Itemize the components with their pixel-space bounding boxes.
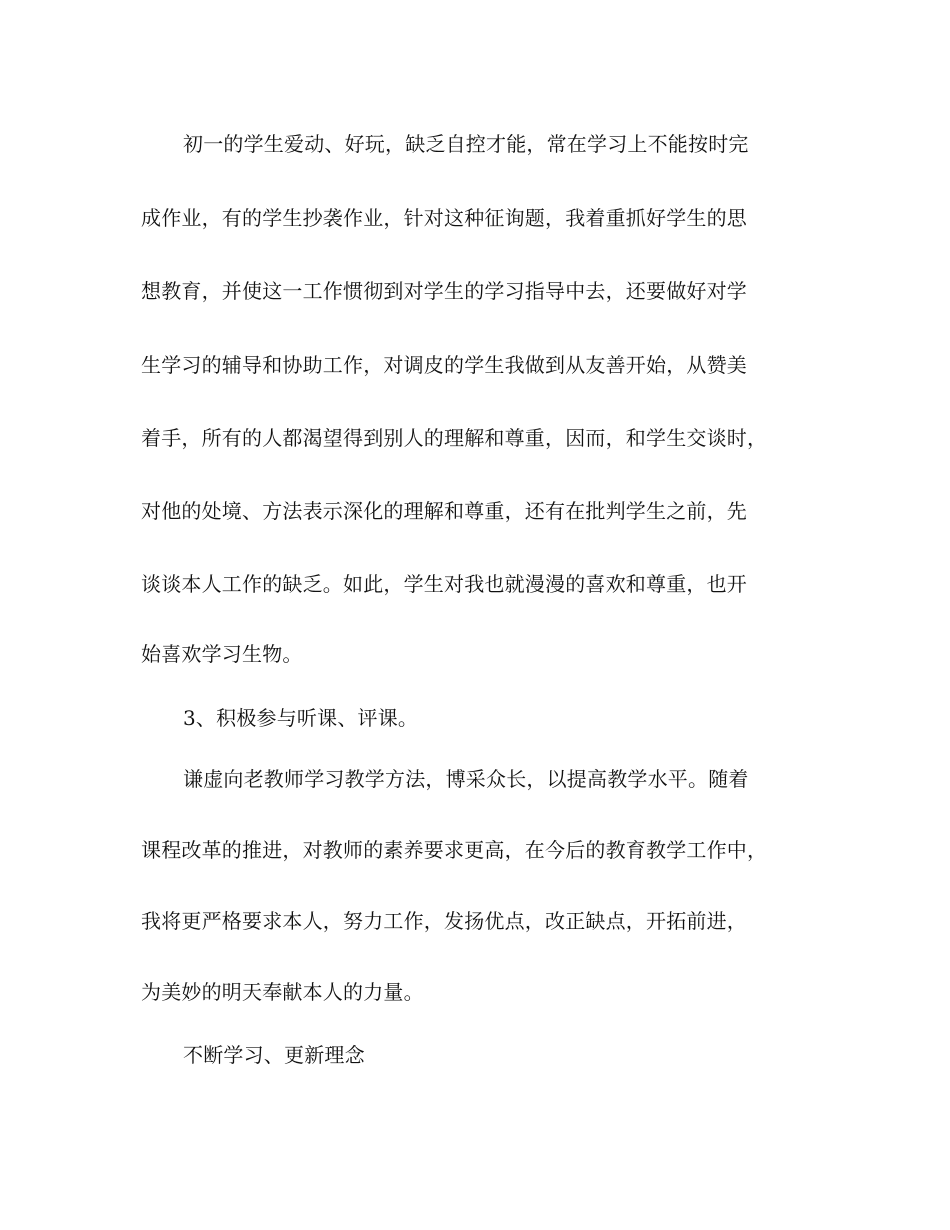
section-heading: 3、积极参与听课、评课。: [183, 706, 419, 730]
paragraph-line: 课程改革的推进，对教师的素养要求更高，在今后的教育教学工作中，: [141, 838, 768, 862]
paragraph-line: 初一的学生爱动、好玩，缺乏自控才能，常在学习上不能按时完: [183, 132, 749, 156]
paragraph-line: 对他的处境、方法表示深化的理解和尊重，还有在批判学生之前，先: [141, 499, 747, 523]
paragraph-line: 始喜欢学习生物。: [141, 642, 303, 666]
paragraph-line: 着手，所有的人都渴望得到别人的理解和尊重，因而，和学生交谈时，: [141, 426, 768, 450]
paragraph-line: 生学习的辅导和协助工作，对调皮的学生我做到从友善开始，从赞美: [141, 353, 747, 377]
paragraph-line: 想教育，并使这一工作惯彻到对学生的学习指导中去，还要做好对学: [141, 279, 747, 303]
paragraph-line: 谈谈本人工作的缺乏。如此，学生对我也就漫漫的喜欢和尊重，也开: [141, 572, 747, 596]
paragraph-line: 谦虚向老教师学习教学方法，博采众长，以提高教学水平。随着: [183, 767, 749, 791]
section-heading: 不断学习、更新理念: [183, 1043, 365, 1067]
paragraph-line: 我将更严格要求本人，努力工作，发扬优点，改正缺点，开拓前进，: [141, 909, 747, 933]
paragraph-line: 成作业，有的学生抄袭作业，针对这种征询题，我着重抓好学生的思: [141, 206, 747, 230]
paragraph-line: 为美妙的明天奉献本人的力量。: [141, 980, 424, 1004]
